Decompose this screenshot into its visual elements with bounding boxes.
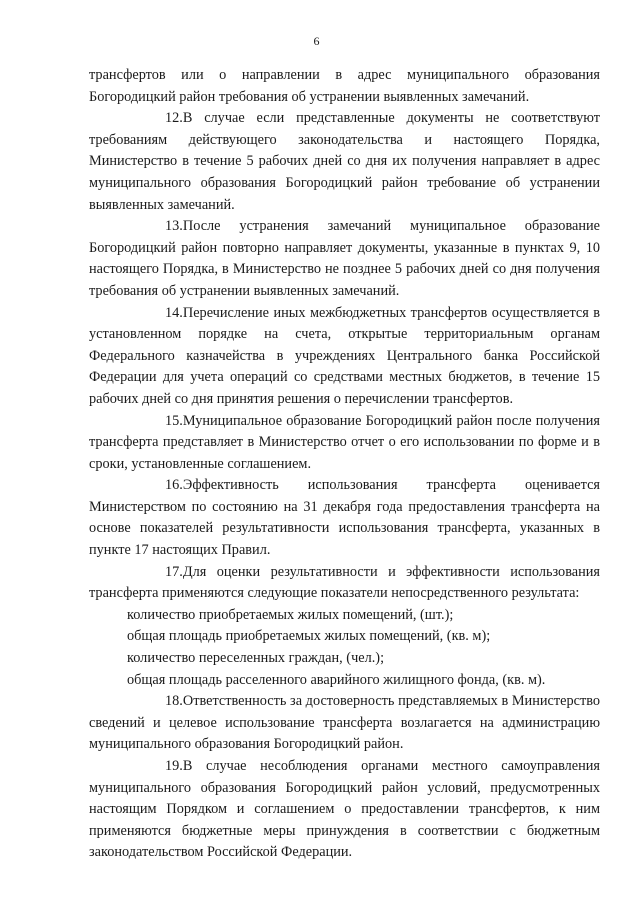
indicator-item: количество переселенных граждан, (чел.); xyxy=(127,650,385,667)
indicator-item: общая площадь расселенного аварийного жилищного фонда, (кв. м). xyxy=(127,671,546,688)
indicator-item: общая площадь приобретаемых жилых помещений, (кв. м); xyxy=(127,628,491,645)
paragraph-text: Для оценки результативности и эффективности использования трансферта применяются следующие показатели непосредственного результата: xyxy=(89,563,600,602)
paragraph-continuation: трансфертов или о направлении в адрес муниципального образования Богородицкий район требования об устранении выявленных замечаний. xyxy=(89,67,600,105)
paragraph-12 xyxy=(89,108,600,216)
paragraph-number: 13. xyxy=(165,218,183,235)
paragraph-number: 18. xyxy=(165,693,183,710)
paragraph-15 xyxy=(89,411,600,476)
paragraph-number: 15. xyxy=(165,412,183,429)
page-number: 6 xyxy=(313,34,320,48)
paragraph-text: В случае несоблюдения органами местного самоуправления муниципального образования Богородицкий район условий, предусмотренных настоящим Порядком и соглашением о предоставлении трансфертов, к ним применяются бюджетные меры принуждения в соответствии с бюджетным законодательством Российской Федерации. xyxy=(89,758,600,861)
paragraph-number: 17. xyxy=(165,563,183,580)
paragraph-16 xyxy=(89,475,600,561)
paragraph-number: 14. xyxy=(165,304,183,321)
paragraph-14 xyxy=(89,303,600,411)
indicator-item: количество приобретаемых жилых помещений, (шт.); xyxy=(127,606,454,623)
paragraph-number: 16. xyxy=(165,477,183,494)
paragraph-number: 19. xyxy=(165,758,183,774)
paragraph-19 xyxy=(89,756,600,864)
document-body xyxy=(89,65,600,864)
paragraph-18 xyxy=(89,691,600,756)
paragraph-text: В случае если представленные документы не соответствуют требованиям действующего законодательства и настоящего Порядка, Министерство в течение 5 рабочих дней со дня их получения направляет в адрес муниципального образования Богородицкий район требование об устранении выявленных замечаний. xyxy=(89,110,600,213)
paragraph-text: Эффективность использования трансферта оценивается Министерством по состоянию на 31 декабря года предоставления трансферта на основе показателей результативности использования трансферта, указанных в пункте 17 настоящих Правил. xyxy=(89,477,600,559)
paragraph-13 xyxy=(89,216,600,302)
paragraph-17 xyxy=(89,562,600,605)
paragraph-text: Ответственность за достоверность представляемых в Министерство сведений и целевое использование трансферта возлагается на администрацию муниципального образования Богородицкий район. xyxy=(89,693,600,753)
paragraph-text: Муниципальное образование Богородицкий район после получения трансферта представляет в Министерство отчет о его использовании по форме и в сроки, установленные соглашением. xyxy=(89,412,600,472)
paragraph-number: 12. xyxy=(165,110,183,127)
paragraph-text: Перечисление иных межбюджетных трансфертов осуществляется в установленном порядке на счета, открытые территориальным органам Федерального казначейства в учреждениях Центрального банка Российской Федерации для учета операций со средствами местных бюджетов, в течение 15 рабочих дней со дня принятия решения о перечислении трансфертов. xyxy=(89,304,600,407)
paragraph-text: После устранения замечаний муниципальное образование Богородицкий район повторно направляет документы, указанные в пунктах 9, 10 настоящего Порядка, в Министерство не позднее 5 рабочих дней со дня получения требования об устранении выявленных замечаний. xyxy=(89,218,600,299)
